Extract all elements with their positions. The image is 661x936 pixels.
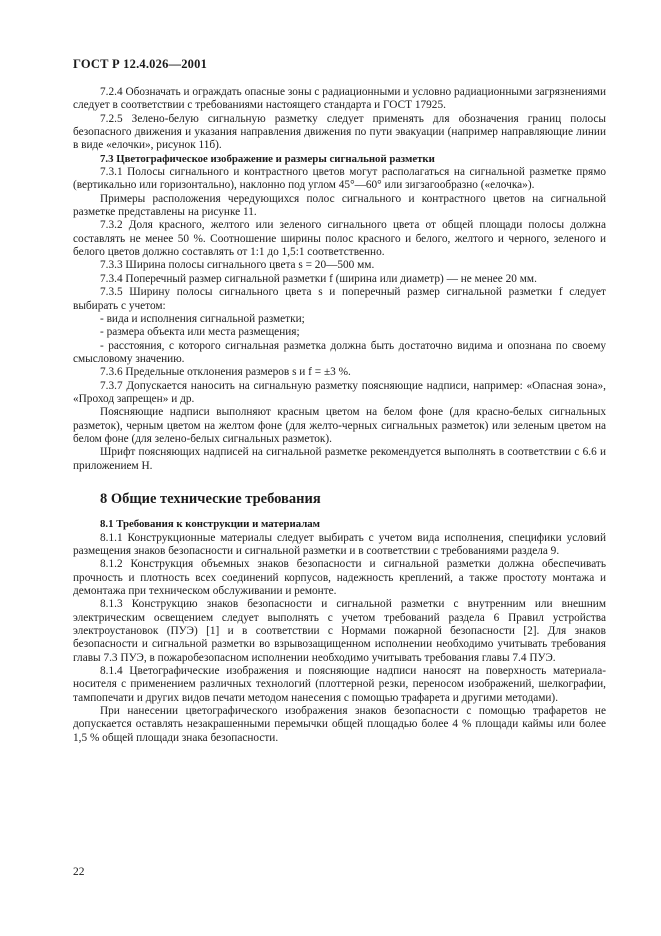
paragraph-7-3-1: 7.3.1 Полосы сигнального и контрастного цветов могут располагаться на сигнальной разметке прямо (вертикально или горизонтально), наклонно под углом 45°—60° или зигзагообразно («елочка»). [73,166,606,192]
paragraph-7-3-5: 7.3.5 Ширину полосы сигнального цвета s и поперечный размер сигнальной разметки f следует выбирать с учетом: [73,286,606,312]
paragraph-captions-font: Шрифт поясняющих надписей на сигнальной разметке рекомендуется выполнять в соответствии с 6.6 и приложением Н. [73,446,606,472]
list-item: - вида и исполнения сигнальной разметки; [100,312,305,325]
paragraph-7-3-7: 7.3.7 Допускается наносить на сигнальную разметку поясняющие надписи, например: «Опасная зона», «Проход запрещен» и др. [73,379,606,405]
page-body [73,86,606,745]
paragraph-8-1-4: 8.1.4 Цветографические изображения и поясняющие надписи наносят на поверхность материала-носителя с применением различных технологий (плоттерной резки, переносом изображений, шелкографии, тампопечати и других видов печати методом нанесения с помощью трафарета и другими методами). [73,665,606,704]
paragraph-8-1-2: 8.1.2 Конструкция объемных знаков безопасности и сигнальной разметки должна обеспечивать прочность и плотность всех соединений корпусов, надежность креплений, а также простоту монтажа и демонтажа при техническом обслуживании и ремонте. [73,558,606,598]
paragraph-7-3-4: 7.3.4 Поперечный размер сигнальной разметки f (ширина или диаметр) — не менее 20 мм. [100,272,537,285]
paragraph-7-3-3: 7.3.3 Ширина полосы сигнального цвета s = 20—500 мм. [100,259,375,272]
paragraph-stencil: При нанесении цветографического изображения знаков безопасности с помощью трафаретов не допускается оставлять незакрашенными перемычки общей площадью более 4 % площади каймы или более 1,5 % общей площади знака безопасности. [73,705,606,744]
paragraph-captions-colors: Поясняющие надписи выполняют красным цветом на белом фоне (для красно-белых сигнальных разметок), черным цветом на желтом фоне (для желто-черных сигнальных разметок) или зеленым цветом на белом фоне (для зелено-белых сигнальных разметок). [73,406,606,445]
paragraph-7-3-6: 7.3.6 Предельные отклонения размеров s и f = ±3 %. [100,366,351,379]
paragraph-7-2-4: 7.2.4 Обозначать и ограждать опасные зоны с радиационными и условно радиационными загрязнениями следует в соответствии с требованиями настоящего стандарта и ГОСТ 17925. [73,86,606,112]
paragraph-examples: Примеры расположения чередующихся полос сигнального и контрастного цветов на сигнальной разметке представлены на рисунке 11. [73,192,606,219]
list-item: - расстояния, с которого сигнальная разметка должна быть достаточно видима и опознана по своему смысловому значению. [73,339,606,365]
subsection-heading-8-1: 8.1 Требования к конструкции и материалам [100,518,321,531]
list-item: - размера объекта или места размещения; [100,326,300,339]
paragraph-7-3-2: 7.3.2 Доля красного, желтого или зеленого сигнального цвета от общей площади полосы должна составлять не менее 50 %. Соотношение ширины полос красного и белого, желтого и черного, зеленого и белого цветов должно составлять от 1:1 до 1,5:1 соответственно. [73,219,606,259]
paragraph-8-1-1: 8.1.1 Конструкционные материалы следует выбирать с учетом вида исполнения, специфики условий размещения знаков безопасности и сигнальной разметки и в соответствии с требованиями раздела 9. [73,531,606,557]
section-heading-8: 8 Общие технические требования [100,490,321,507]
paragraph-8-1-3: 8.1.3 Конструкцию знаков безопасности и сигнальной разметки с внутренним или внешним электрическим освещением следует выполнять с учетом требований раздела 6 Правил устройства электроустановок (ПУЭ) [1] и в соответствии с Нормами пожарной безопасности [2]. Для знаков безопасности и сигнальной разметки во взрывозащищенном исполнении необходимо учитывать требования главы 7.3 ПУЭ, в пожаробезопасном исполнении необходимо учитывать требования главы 7.4 ПУЭ. [73,598,606,664]
subsection-heading-7-3: 7.3 Цветографическое изображение и размеры сигнальной разметки [100,152,435,165]
document-header: ГОСТ Р 12.4.026—2001 [73,57,208,71]
paragraph-7-2-5: 7.2.5 Зелено-белую сигнальную разметку следует применять для обозначения границ полосы безопасного движения и указания направления движения по пути эвакуации (например направляющие линии в виде «елочки», рисунок 11б). [73,112,606,152]
page-number: 22 [73,866,85,878]
